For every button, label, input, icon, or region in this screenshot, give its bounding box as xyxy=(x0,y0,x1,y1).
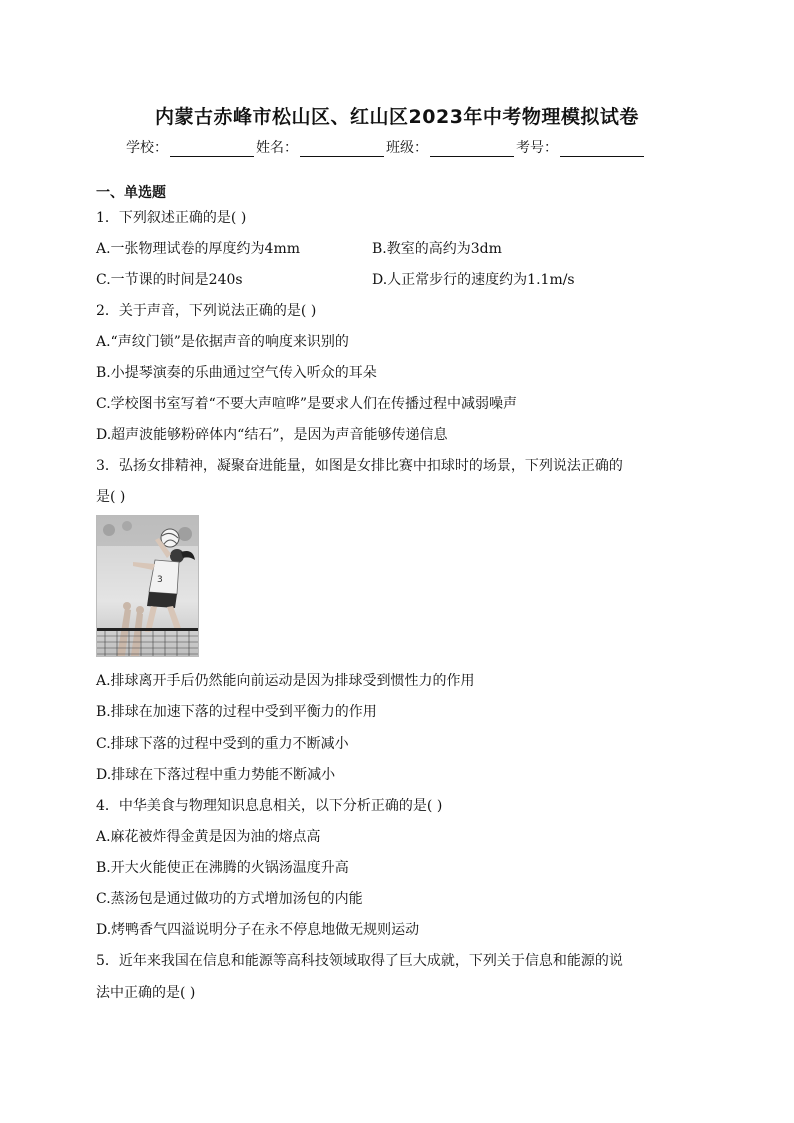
q2-option-d: D.超声波能够粉碎体内“结石”，是因为声音能够传递信息 xyxy=(96,427,448,443)
school-label: 学校： xyxy=(126,140,168,156)
q1-option-a: A.一张物理试卷的厚度约为4mm xyxy=(96,241,301,257)
q2-stem: 2．关于声音，下列说法正确的是( ) xyxy=(96,303,317,319)
q3-option-d: D.排球在下落过程中重力势能不断减小 xyxy=(96,767,336,783)
number-label: 考号： xyxy=(516,140,558,156)
section-heading: 一、单选题 xyxy=(96,185,166,201)
q3-option-b: B.排球在加速下落的过程中受到平衡力的作用 xyxy=(96,704,377,720)
q3-stem-line2: 是( ) xyxy=(96,489,126,505)
q1-option-b: B.教室的高约为3dm xyxy=(372,241,502,257)
name-label: 姓名： xyxy=(256,140,298,156)
q5-stem-line1: 5．近年来我国在信息和能源等高科技领域取得了巨大成就，下列关于信息和能源的说 xyxy=(96,953,623,969)
svg-text:3: 3 xyxy=(157,575,163,585)
q4-option-c: C.蒸汤包是通过做功的方式增加汤包的内能 xyxy=(96,891,363,907)
q4-stem: 4．中华美食与物理知识息息相关，以下分析正确的是( ) xyxy=(96,798,443,814)
name-blank[interactable] xyxy=(300,142,384,157)
class-blank[interactable] xyxy=(430,142,514,157)
q3-option-c: C.排球下落的过程中受到的重力不断减小 xyxy=(96,736,349,752)
q1-option-d: D.人正常步行的速度约为1.1m/s xyxy=(372,272,575,288)
q2-option-a: A.“声纹门锁”是依据声音的响度来识别的 xyxy=(96,334,349,350)
volleyball-spike-image xyxy=(97,516,199,657)
q2-option-c: C.学校图书室写着“不要大声喧哗”是要求人们在传播过程中减弱噪声 xyxy=(96,396,517,412)
exam-title: 内蒙古赤峰市松山区、红山区2023年中考物理模拟试卷 xyxy=(155,106,639,128)
number-blank[interactable] xyxy=(560,142,644,157)
q1-option-c: C.一节课的时间是240s xyxy=(96,272,243,288)
q2-option-b: B.小提琴演奏的乐曲通过空气传入听众的耳朵 xyxy=(96,365,377,381)
volleyball-photo xyxy=(96,515,199,657)
q4-option-d: D.烤鸭香气四溢说明分子在永不停息地做无规则运动 xyxy=(96,922,420,938)
school-blank[interactable] xyxy=(170,142,254,157)
q4-option-b: B.开大火能使正在沸腾的火锅汤温度升高 xyxy=(96,860,349,876)
q4-option-a: A.麻花被炸得金黄是因为油的熔点高 xyxy=(96,829,321,845)
q3-option-a: A.排球离开手后仍然能向前运动是因为排球受到惯性力的作用 xyxy=(96,673,475,689)
class-label: 班级： xyxy=(386,140,428,156)
q5-stem-line2: 法中正确的是( ) xyxy=(96,985,196,1001)
q3-stem-line1: 3．弘扬女排精神，凝聚奋进能量，如图是女排比赛中扣球时的场景，下列说法正确的 xyxy=(96,458,623,474)
student-info-row xyxy=(126,137,646,157)
q1-stem: 1．下列叙述正确的是( ) xyxy=(96,210,247,226)
